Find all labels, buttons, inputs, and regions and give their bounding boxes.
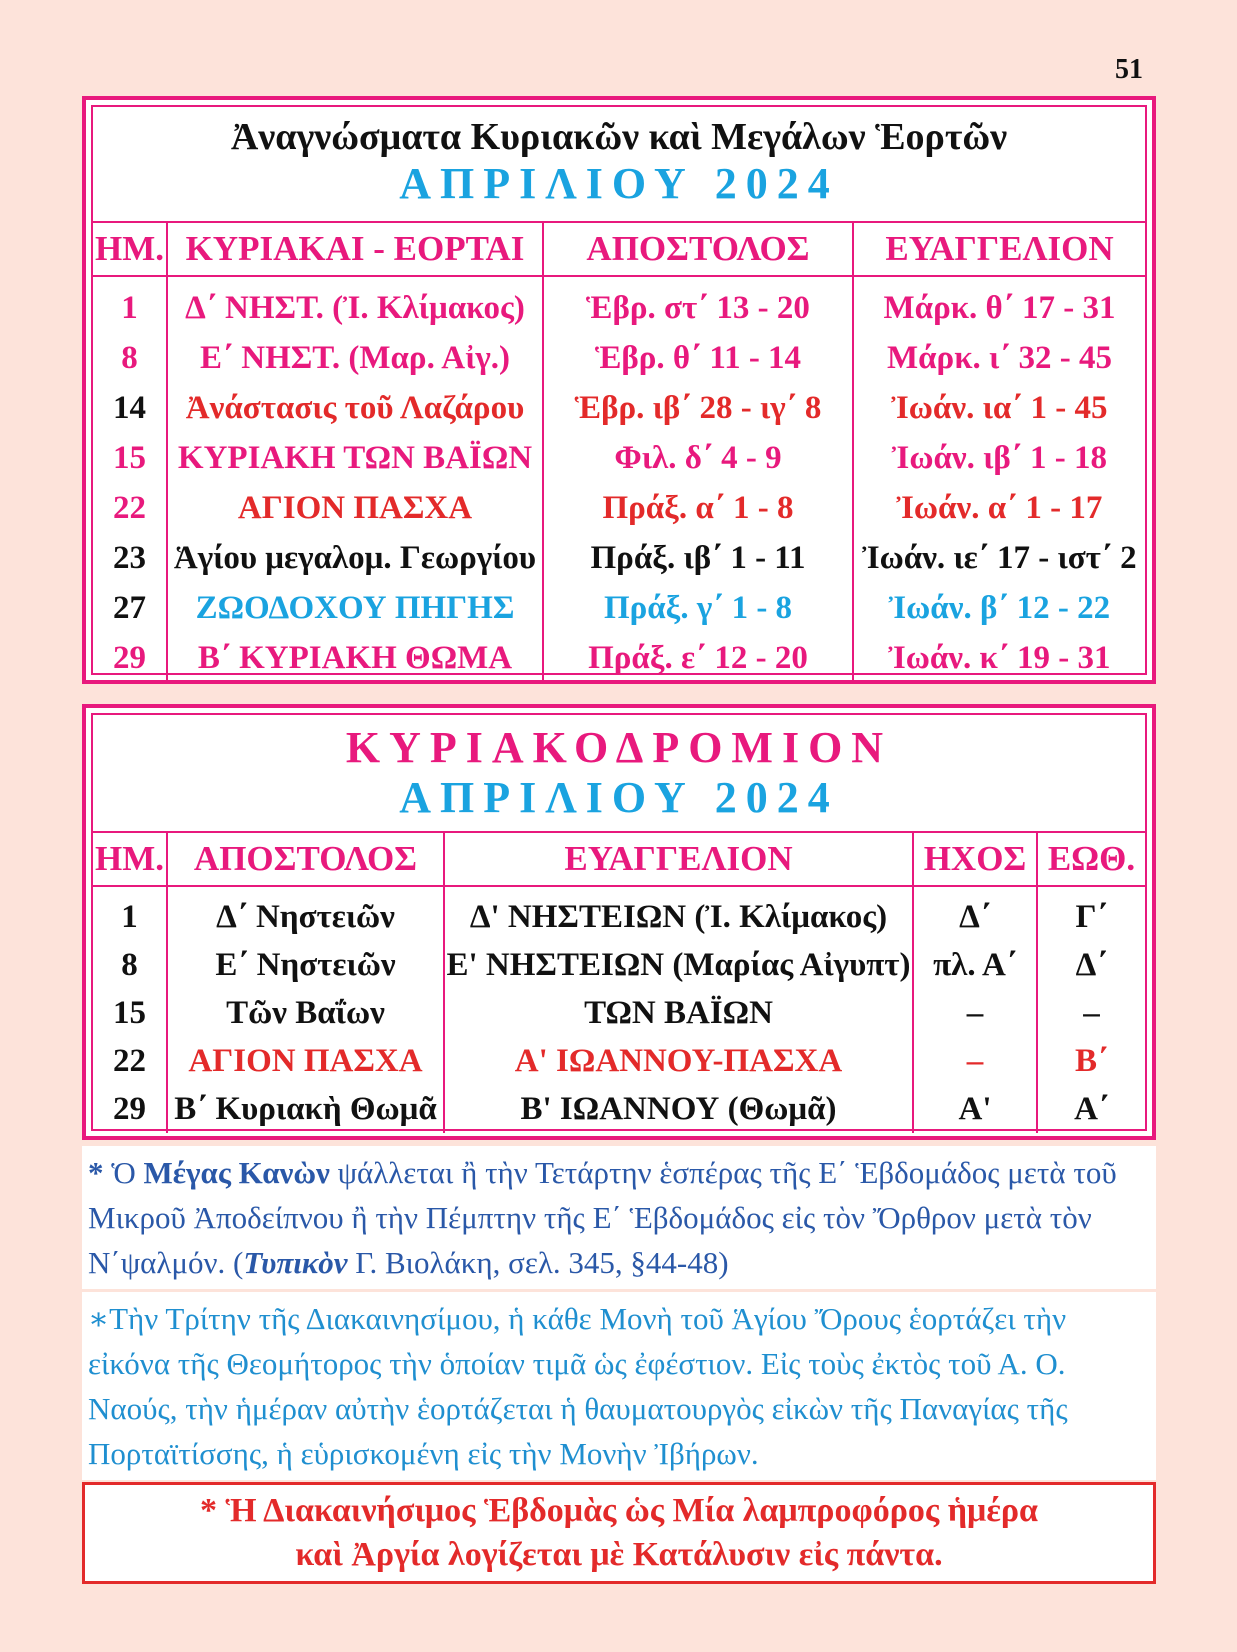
k-eothinon: Δ΄: [1037, 941, 1145, 989]
k-eothinon: –: [1037, 989, 1145, 1037]
readings-row: [93, 276, 1145, 333]
readings-gospel: Ἰωάν. ιβ΄ 1 - 18: [853, 433, 1145, 483]
k-gospel: ΤΩΝ ΒΑΪΩΝ: [444, 989, 913, 1037]
readings-apostle: Πράξ. γ΄ 1 - 8: [543, 583, 853, 633]
readings-table: [93, 221, 1145, 683]
readings-feast: Β΄ ΚΥΡΙΑΚΗ ΘΩΜΑ: [167, 633, 543, 683]
readings-day: 29: [113, 639, 146, 676]
readings-feast: Ἀνάστασις τοῦ Λαζάρου: [167, 383, 543, 433]
readings-body: [93, 276, 1145, 683]
readings-row: [93, 633, 1145, 683]
kyriakodromion-row: [93, 1037, 1145, 1085]
note-bold-1: Μέγας Κανὼν: [143, 1155, 330, 1190]
readings-day: 22: [113, 489, 146, 526]
final-line-1: * Ἡ Διακαινήσιμος Ἑβδομὰς ὡς Μία λαμπροφόρος ἡμέρα: [199, 1492, 1039, 1529]
note-text-1: Ὁ: [111, 1155, 144, 1190]
readings-day: 14: [113, 389, 146, 426]
header-feasts: ΚΥΡΙΑΚΑΙ - ΕΟΡΤΑΙ: [167, 222, 543, 276]
readings-gospel: Ἰωάν. ια΄ 1 - 45: [853, 383, 1145, 433]
readings-feast: ΖΩΟΔΟΧΟΥ ΠΗΓΗΣ: [167, 583, 543, 633]
readings-gospel: Ἰωάν. β΄ 12 - 22: [853, 583, 1145, 633]
readings-feast: Ἁγίου μεγαλομ. Γεωργίου: [167, 533, 543, 583]
readings-apostle: Ἑβρ. ιβ΄ 28 - ιγ΄ 8: [543, 383, 853, 433]
k-apostle: ΑΓΙΟΝ ΠΑΣΧΑ: [167, 1037, 444, 1085]
k-header-gospel: ΕΥΑΓΓΕΛΙΟΝ: [444, 832, 913, 886]
k-gospel: Β' ΙΩΑΝΝΟΥ (Θωμᾶ): [444, 1085, 913, 1133]
readings-row: [93, 433, 1145, 483]
k-eothinon: Α΄: [1037, 1085, 1145, 1133]
readings-gospel: Ἰωάν. κ΄ 19 - 31: [853, 633, 1145, 683]
header-apostle: ΑΠΟΣΤΟΛΟΣ: [543, 222, 853, 276]
kyriakodromion-header-row: [93, 832, 1145, 886]
k-tone: –: [913, 1037, 1037, 1085]
readings-gospel: Ἰωάν. ιε΄ 17 - ιστ΄ 2: [853, 533, 1145, 583]
megas-kanon-note: [82, 1146, 1156, 1289]
readings-box: [82, 96, 1156, 684]
readings-day: 1: [121, 289, 138, 326]
k-apostle: Ε΄ Νηστειῶν: [167, 941, 444, 989]
readings-month: ΑΠΡΙΛΙΟΥ 2024: [399, 159, 839, 208]
k-tone: πλ. Α΄: [913, 941, 1037, 989]
k-apostle: Τῶν Βαΐων: [167, 989, 444, 1037]
kyriakodromion-body: [93, 886, 1145, 1133]
k-tone: Α': [913, 1085, 1037, 1133]
k-header-tone: ΗΧΟΣ: [913, 832, 1037, 886]
readings-inner-frame: [91, 105, 1147, 675]
page-number: 51: [1115, 54, 1143, 85]
readings-header-row: [93, 222, 1145, 276]
k-apostle: Β΄ Κυριακὴ Θωμᾶ: [167, 1085, 444, 1133]
k-gospel: Ε' ΝΗΣΤΕΙΩΝ (Μαρίας Αἰγυπτ): [444, 941, 913, 989]
readings-title: Ἀναγνώσματα Κυριακῶν καὶ Μεγάλων Ἑορτῶν: [230, 116, 1008, 158]
k-day: 15: [113, 994, 146, 1031]
kyriakodromion-month: ΑΠΡΙΛΙΟΥ 2024: [399, 773, 839, 822]
note-star: *: [88, 1155, 104, 1190]
readings-apostle: Πράξ. ε΄ 12 - 20: [543, 633, 853, 683]
kyriakodromion-inner-frame: [91, 713, 1147, 1131]
readings-row: [93, 533, 1145, 583]
readings-day: 8: [121, 339, 138, 376]
diakainisimos-note: ∗Τὴν Τρίτην τῆς Διακαινησίμου, ἡ κάθε Μονὴ τοῦ Ἁγίου Ὄρους ἑορτάζει τὴν εἰκόνα τῆς Θεομήτορος τὴν ὁποίαν τιμᾶ ὡς ἐφέστιον. Εἰς τοὺς ἐκτὸς τοῦ Α. Ο. Ναούς, τὴν ἡμέραν αὐτὴν ἑορτάζεται ἡ θαυματουργὸς εἰκὼν τῆς Παναγίας τῆς Πορταϊτίσσης, ἡ εὑρισκομένη εἰς τὴν Μονὴν Ἰβήρων.: [82, 1292, 1156, 1480]
k-day: 8: [121, 946, 138, 983]
readings-gospel: Ἰωάν. α΄ 1 - 17: [853, 483, 1145, 533]
readings-feast: Δ΄ ΝΗΣΤ. (Ἰ. Κλίμακος): [167, 276, 543, 333]
k-tone: Δ΄: [913, 886, 1037, 941]
readings-apostle: Ἑβρ. θ΄ 11 - 14: [543, 333, 853, 383]
kyriakodromion-row: [93, 989, 1145, 1037]
header-day: ΗΜ.: [93, 222, 167, 276]
readings-day: 15: [113, 439, 146, 476]
k-tone: –: [913, 989, 1037, 1037]
note-text-3: Γ. Βιολάκη, σελ. 345, §44-48): [347, 1245, 729, 1280]
k-eothinon: Β΄: [1037, 1037, 1145, 1085]
readings-apostle: Φιλ. δ΄ 4 - 9: [543, 433, 853, 483]
k-day: 1: [121, 898, 138, 935]
readings-feast: ΚΥΡΙΑΚΗ ΤΩΝ ΒΑΪΩΝ: [167, 433, 543, 483]
readings-day: 23: [113, 539, 146, 576]
final-line-2: καὶ Ἀργία λογίζεται μὲ Κατάλυσιν εἰς πάντα.: [295, 1536, 943, 1573]
final-notice: [82, 1482, 1156, 1584]
kyriakodromion-title: ΚΥΡΙΑΚΟΔΡΟΜΙΟΝ: [345, 723, 893, 772]
readings-row: [93, 383, 1145, 433]
kyriakodromion-box: [82, 704, 1156, 1140]
readings-apostle: Πράξ. α΄ 1 - 8: [543, 483, 853, 533]
k-eothinon: Γ΄: [1037, 886, 1145, 941]
k-gospel: Α' ΙΩΑΝΝΟΥ-ΠΑΣΧΑ: [444, 1037, 913, 1085]
readings-feast: ΑΓΙΟΝ ΠΑΣΧΑ: [167, 483, 543, 533]
kyriakodromion-row: [93, 1085, 1145, 1133]
readings-row: [93, 483, 1145, 533]
readings-day: 27: [113, 589, 146, 626]
readings-feast: Ε΄ ΝΗΣΤ. (Μαρ. Αἰγ.): [167, 333, 543, 383]
k-day: 29: [113, 1090, 146, 1127]
kyriakodromion-row: [93, 886, 1145, 941]
note-text-2: ψάλλεται ἢ τὴν Τετάρτην ἑσπέρας τῆς Ε΄ Ἑβδομάδος μετὰ τοῦ Μικροῦ Ἀποδείπνου ἢ τὴν Πέμπτην τῆς Ε΄ Ἑβδομάδος εἰς τὸν Ὄρθρον μετὰ τὸν Ν΄ψαλμόν. (: [88, 1155, 1117, 1280]
readings-apostle: Ἑβρ. στ΄ 13 - 20: [543, 276, 853, 333]
note-bold-2: Τυπικὸν: [243, 1245, 348, 1280]
kyriakodromion-table: [93, 831, 1145, 1133]
readings-gospel: Μάρκ. θ΄ 17 - 31: [853, 276, 1145, 333]
k-header-apostle: ΑΠΟΣΤΟΛΟΣ: [167, 832, 444, 886]
header-gospel: ΕΥΑΓΓΕΛΙΟΝ: [853, 222, 1145, 276]
k-header-eothinon: ΕΩΘ.: [1037, 832, 1145, 886]
readings-gospel: Μάρκ. ι΄ 32 - 45: [853, 333, 1145, 383]
readings-apostle: Πράξ. ιβ΄ 1 - 11: [543, 533, 853, 583]
k-day: 22: [113, 1042, 146, 1079]
kyriakodromion-row: [93, 941, 1145, 989]
k-header-day: ΗΜ.: [93, 832, 167, 886]
readings-row: [93, 583, 1145, 633]
k-gospel: Δ' ΝΗΣΤΕΙΩΝ (Ἰ. Κλίμακος): [444, 886, 913, 941]
readings-row: [93, 333, 1145, 383]
k-apostle: Δ΄ Νηστειῶν: [167, 886, 444, 941]
